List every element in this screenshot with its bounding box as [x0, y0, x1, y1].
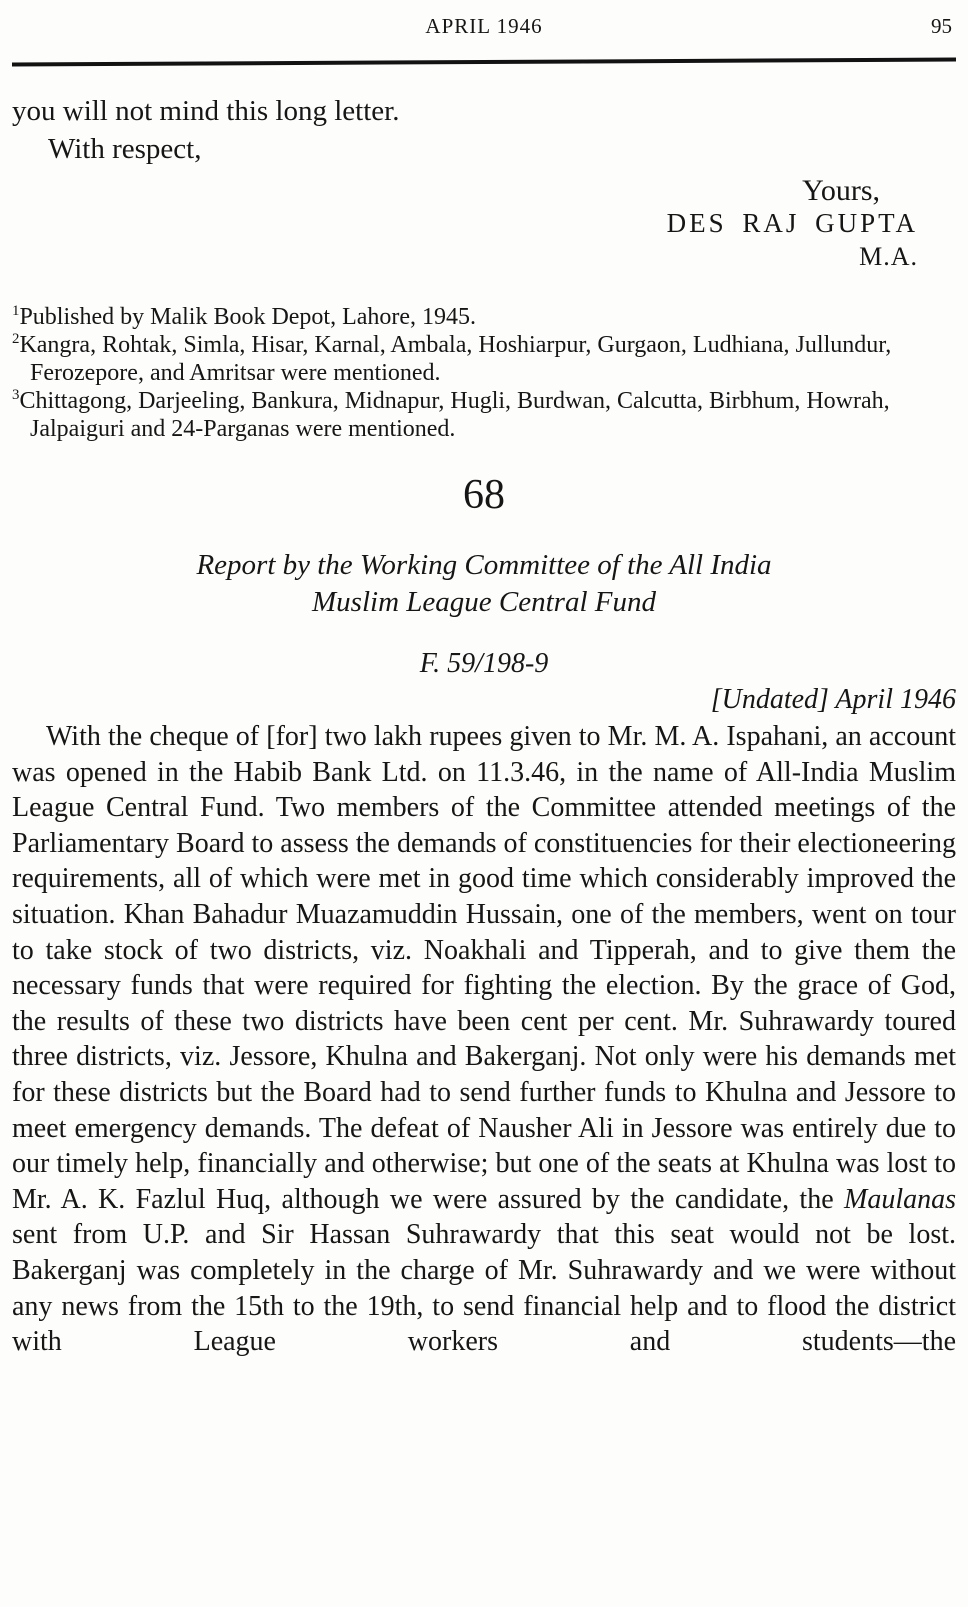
body-text-before: With the cheque of [for] two lakh rupees given to Mr. M. A. Ispahani, an account was opened in the Habib Bank Ltd. on 11.3.46, in the name of All-India Muslim League Central Fund. Two members of the Committee attended meetings of the Parliamentary Board to assess the demands of constituencies for their electioneering requirements, all of which were met in good time which considerably improved the situation. Khan Bahadur Muazamuddin Hussain, one of the members, went on tour to take stock of two districts, viz. Noakhali and Tipperah, and to give them the necessary funds that were required for fighting the election. By the grace of God, the results of these two districts have been cent per cent. Mr. Suhrawardy toured three districts, viz. Jessore, Khulna and Bakerganj. Not only were his demands met for these districts but the Board had to send further funds to Khulna and Jessore to meet emergency demands. The defeat of Nausher Ali in Jessore was entirely due to our timely help, financially and otherwise; but one of the seats at Khulna was lost to Mr. A. K. Fazlul Huq, although we were assured by the candidate, the — [12, 721, 956, 1215]
footnote-1-text: Published by Malik Book Depot, Lahore, 1945. — [19, 304, 477, 330]
footnote-2-text: Kangra, Rohtak, Simla, Hisar, Karnal, Ambala, Hoshiarpur, Gurgaon, Ludhiana, Jullundur, Ferozepore, and Amritsar were mentioned. — [19, 332, 892, 386]
dateline: [Undated] April 1946 — [710, 684, 956, 715]
footnote-1 — [12, 303, 956, 331]
page-header — [12, 14, 956, 48]
signature-yours: Yours, — [802, 174, 880, 207]
file-reference: F. 59/198-9 — [419, 648, 549, 679]
signature-name: DES RAJ GUPTA — [666, 208, 918, 238]
footnotes — [12, 303, 956, 443]
section-title-line1: Report by the Working Committee of the All India — [196, 549, 772, 581]
italic-term-maulanas: Maulanas — [844, 1183, 956, 1215]
signature-degree: M.A. — [859, 242, 918, 271]
letter-final-line: you will not mind this long letter. — [12, 95, 400, 127]
letter-closing — [12, 92, 956, 273]
body-paragraph — [12, 719, 956, 1360]
section-number: 68 — [463, 472, 505, 518]
valediction: With respect, — [48, 133, 202, 165]
section-title — [12, 547, 956, 621]
section-title-line2: Muslim League Central Fund — [312, 586, 656, 618]
footnote-2 — [12, 331, 956, 387]
footnote-3-text: Chittagong, Darjeeling, Bankura, Midnapur, Hugli, Burdwan, Calcutta, Birbhum, Howrah, Jalpaiguri and 24-Parganas were mentioned. — [19, 388, 890, 442]
footnote-1-marker: 1 — [12, 303, 20, 319]
page-number: 95 — [931, 14, 952, 38]
footnote-2-marker: 2 — [12, 331, 20, 347]
header-rule — [12, 58, 956, 67]
running-title: APRIL 1946 — [425, 14, 543, 38]
signature-block — [12, 174, 956, 273]
footnote-3-marker: 3 — [12, 387, 20, 403]
body-text-after: sent from U.P. and Sir Hassan Suhrawardy that this seat would not be lost. Bakerganj was completely in the charge of Mr. Suhrawardy and we were without any news from the 15th to the 19th, to send financial help and to flood the district with League workers and students—the — [12, 1219, 956, 1358]
footnote-3 — [12, 387, 956, 443]
